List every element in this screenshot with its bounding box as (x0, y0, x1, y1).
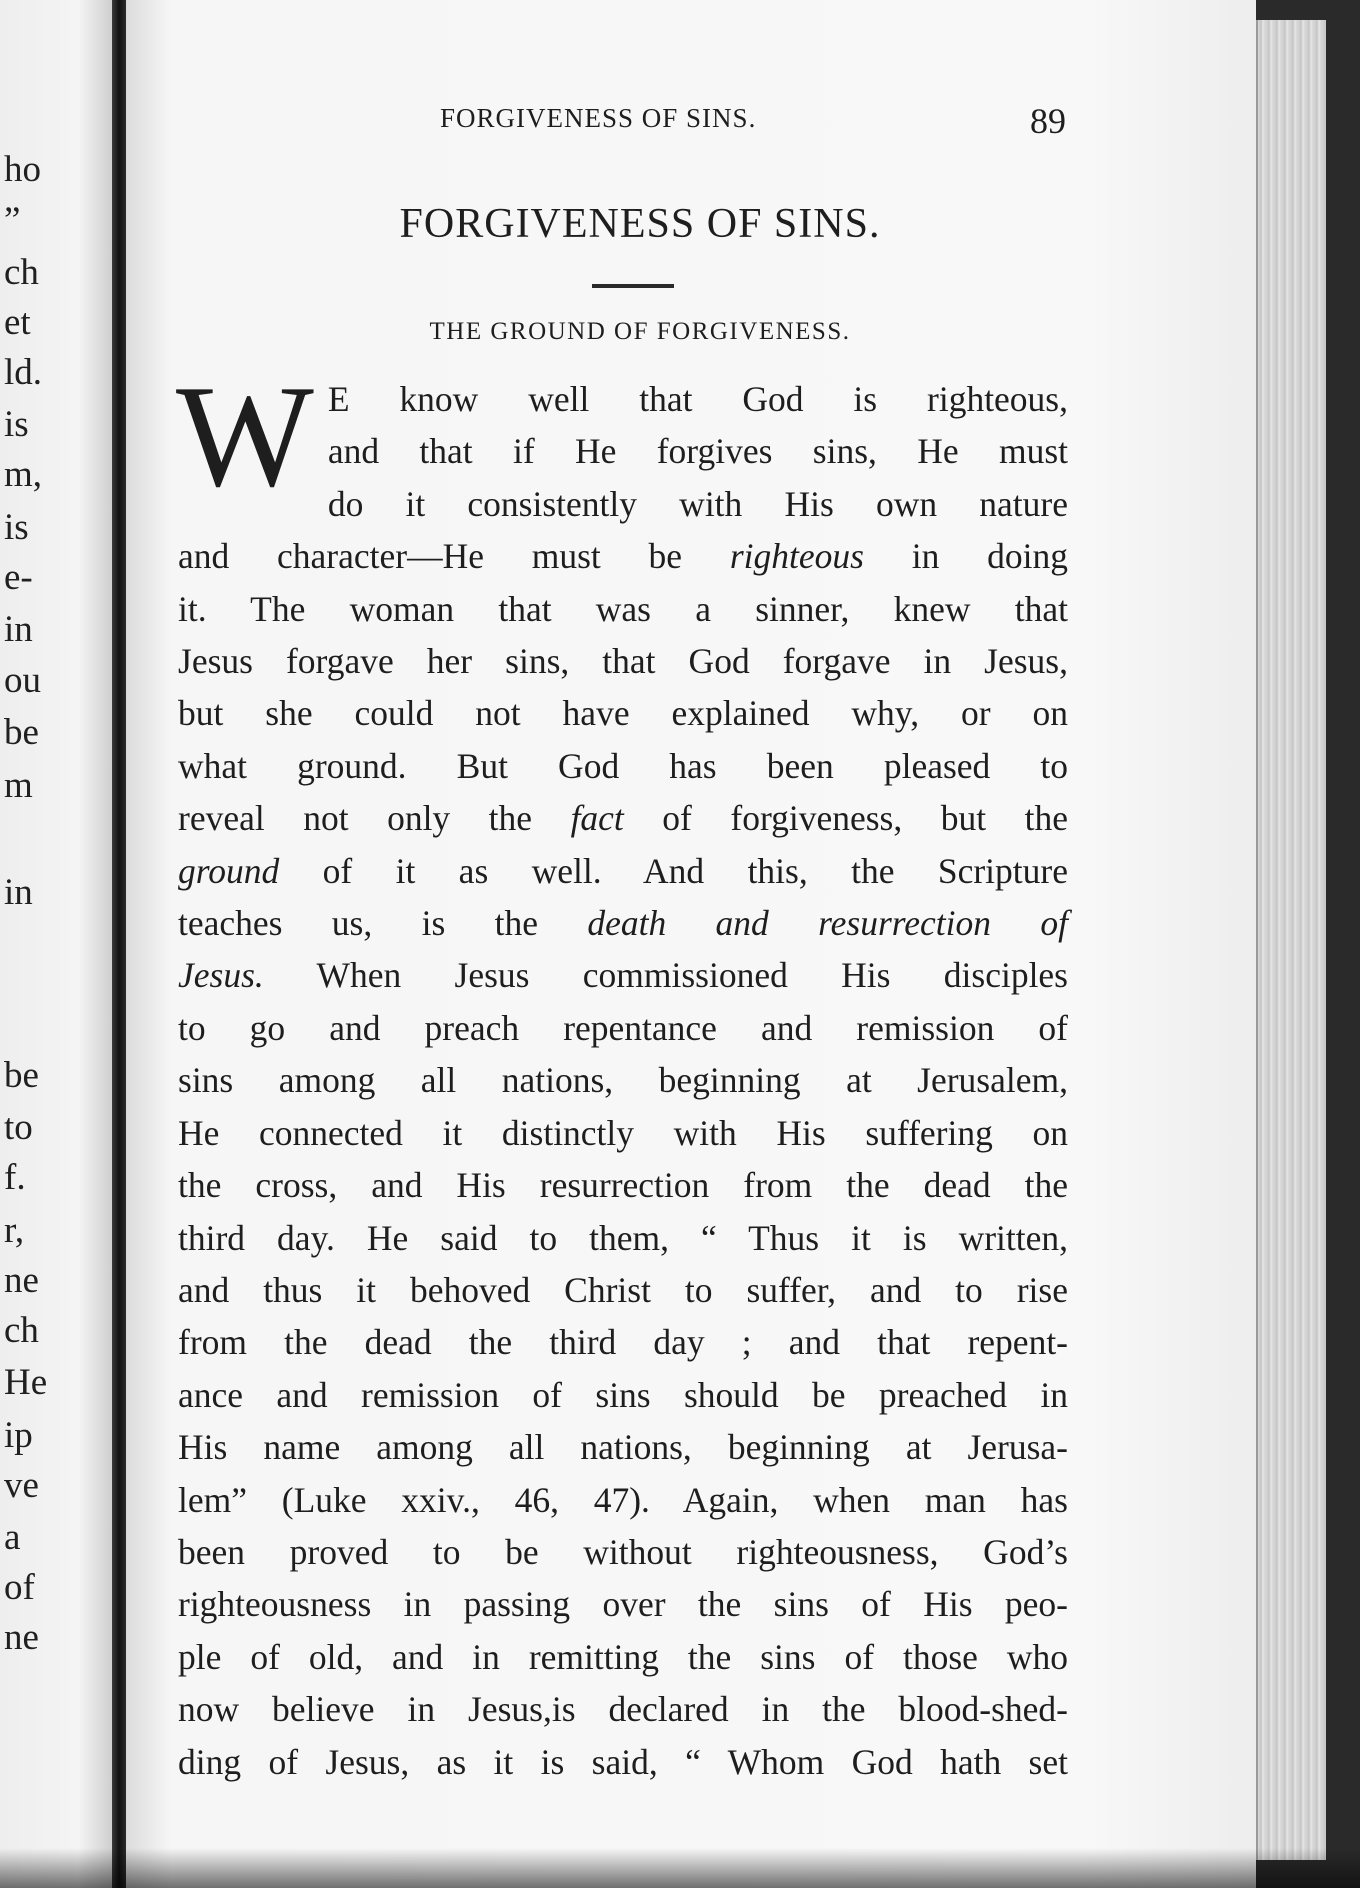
facing-page (0, 0, 112, 1888)
facing-page-fragment: is (4, 404, 29, 445)
text-line (178, 1683, 1068, 1735)
text-line (178, 740, 1068, 792)
text-line (178, 1578, 1068, 1630)
body-text (176, 355, 1068, 1788)
text-line (178, 1054, 1068, 1106)
facing-page-fragment: is (4, 507, 29, 548)
text-run: lem” (Luke xxiv., 46, 47). Again, when man has (178, 1479, 1068, 1520)
text-line (178, 635, 1068, 687)
text-run: righteousness in passing over the sins of His peo- (178, 1584, 1068, 1625)
text-line (178, 1107, 1068, 1159)
text-line (178, 687, 1068, 739)
facing-page-fragment: e- (4, 557, 33, 598)
facing-page-fragment: ne (4, 1260, 39, 1301)
facing-page-fragment: r, (4, 1210, 25, 1251)
text-run: sins among all nations, beginning at Jerusalem, (178, 1060, 1068, 1101)
facing-page-fragment: He (4, 1362, 48, 1403)
running-head: FORGIVENESS OF SINS. (440, 103, 757, 133)
text-run: and that if He forgives sins, He must (327, 431, 1068, 472)
text-run: what ground. But God has been pleased to (178, 745, 1068, 786)
text-line (178, 792, 1068, 844)
text-run: now believe in Jesus,is declared in the blood-shed- (178, 1689, 1068, 1730)
text-line (178, 1316, 1068, 1368)
facing-page-fragment: of (4, 1567, 35, 1608)
facing-page-fragment: ho (4, 149, 41, 190)
text-run: from the dead the third day ; and that repent- (178, 1322, 1068, 1363)
italic-text: righteous (729, 536, 864, 577)
text-line (178, 1369, 1068, 1421)
italic-text: fact (570, 798, 624, 839)
text-line (178, 1264, 1068, 1316)
facing-page-fragment: ne (4, 1617, 39, 1658)
text-line (178, 1159, 1068, 1211)
text-run: Jesus forgave her sins, that God forgave in Jesus, (178, 641, 1068, 682)
text-run: ple of old, and in remitting the sins of those who (178, 1636, 1068, 1677)
text-line (178, 1212, 1068, 1264)
facing-page-fragment: a (4, 1517, 21, 1558)
text-run: third day. He said to them, “ Thus it is written, (178, 1217, 1068, 1258)
text-line (178, 1002, 1068, 1054)
text-run: He connected it distinctly with His suffering on (178, 1112, 1068, 1153)
text-run: to go and preach repentance and remission of (178, 1007, 1068, 1048)
text-run: and thus it behoved Christ to suffer, and to rise (178, 1269, 1068, 1310)
italic-text: Jesus. (178, 955, 264, 996)
section-heading: THE GROUND OF FORGIVENESS. (429, 318, 851, 345)
facing-page-fragment: be (4, 1055, 39, 1096)
text-run: been proved to be without righteousness, God’s (178, 1531, 1068, 1572)
text-run: the cross, and His resurrection from the dead the (178, 1165, 1068, 1206)
facing-page-fragment: f. (4, 1157, 26, 1198)
facing-page-fragment: m, (4, 454, 43, 495)
drop-cap: W (176, 355, 314, 517)
facing-page-fragment: et (4, 302, 31, 343)
text-run: of it as well. And this, the Scripture (279, 850, 1068, 891)
book-gutter (112, 0, 126, 1888)
facing-page-fragment: in (4, 872, 33, 913)
facing-page-fragment: ch (4, 1310, 39, 1351)
text-run: in doing (863, 536, 1068, 577)
text-run: but she could not have explained why, or on (178, 693, 1068, 734)
text-line (178, 1526, 1068, 1578)
bottom-shadow (0, 1848, 1360, 1888)
text-run: it. The woman that was a sinner, knew that (178, 588, 1068, 629)
text-run: teaches us, is the (178, 903, 588, 944)
text-run: ding of Jesus, as it is said, “ Whom God hath set (178, 1741, 1068, 1782)
facing-page-fragment: ch (4, 252, 39, 293)
text-run: of forgiveness, but the (623, 798, 1068, 839)
text-run: do it consistently with His own nature (327, 483, 1068, 524)
text-line (178, 1736, 1068, 1788)
text-run: His name among all nations, beginning at Jerusa- (178, 1427, 1068, 1468)
text-line (178, 1631, 1068, 1683)
chapter-title: FORGIVENESS OF SINS. (399, 201, 881, 247)
facing-page-fragment: in (4, 609, 33, 650)
text-run: ance and remission of sins should be preached in (178, 1374, 1068, 1415)
facing-page-fragment: to (4, 1107, 33, 1148)
text-run: E know well that God is righteous, (327, 379, 1068, 419)
text-run: When Jesus commissioned His disciples (263, 955, 1068, 996)
text-run: reveal not only the (178, 798, 571, 839)
facing-page-fragment: ” (4, 200, 21, 241)
page-number: 89 (1030, 101, 1066, 141)
facing-page-fragment: m (4, 765, 33, 806)
text-run: and character—He must be (178, 536, 730, 577)
italic-text: death and resurrection of (587, 903, 1068, 944)
text-line (178, 1474, 1068, 1526)
facing-page-fragment: ou (4, 660, 41, 701)
facing-page-fragment: ld. (4, 352, 43, 393)
text-line (178, 583, 1068, 635)
text-line (178, 845, 1068, 897)
facing-page-fragment: be (4, 712, 39, 753)
text-line (178, 897, 1068, 949)
facing-page-fragment: ip (4, 1415, 33, 1456)
italic-text: ground (178, 850, 280, 891)
text-line (178, 1421, 1068, 1473)
title-rule (592, 284, 674, 288)
page-edges (1256, 20, 1326, 1860)
text-line (178, 949, 1068, 1001)
book-page (126, 0, 1256, 1888)
facing-page-fragment: ve (4, 1465, 39, 1506)
text-line (178, 530, 1068, 582)
